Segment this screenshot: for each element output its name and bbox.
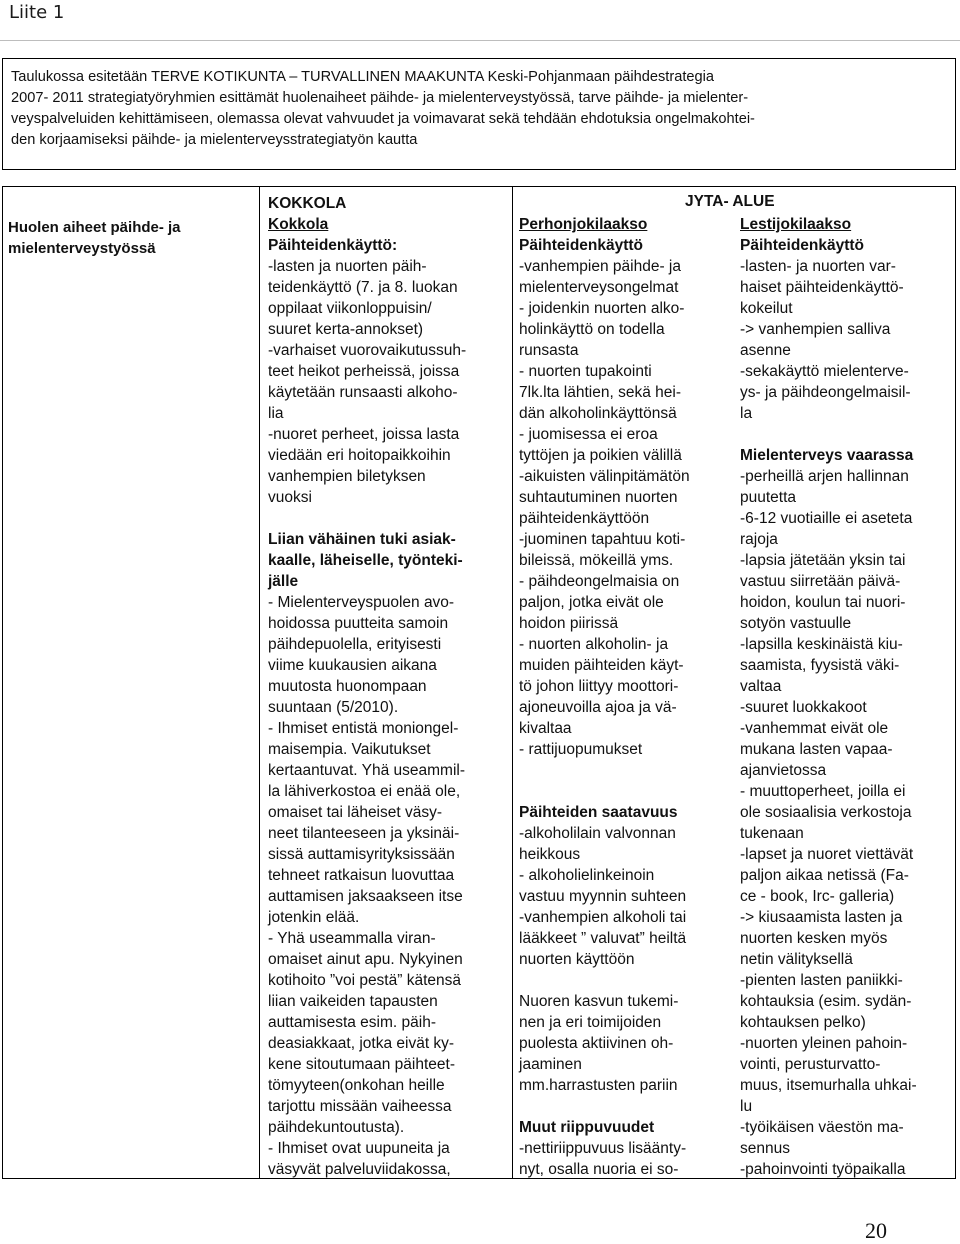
perhonjokilaakso-line: tyttöjen ja poikien välillä: [519, 447, 682, 464]
kokkola-line: käytetään runsaasti alkoho-: [268, 384, 458, 401]
kokkola-line: kertaantuvat. Yhä useammil-: [268, 762, 466, 779]
lestijokilaakso-line: rajoja: [740, 531, 778, 548]
perhonjokilaakso-line: holinkäyttö on todella: [519, 321, 665, 338]
lestijokilaakso-line: - muuttoperheet, joilla ei: [740, 783, 906, 800]
kokkola-line: -lasten ja nuorten päih-: [268, 258, 427, 275]
lestijokilaakso-line: paljon aikaa netissä (Fa-: [740, 867, 909, 884]
kokkola-line: vuoksi: [268, 489, 312, 506]
kokkola-line: hoidossa puutteita samoin: [268, 615, 449, 632]
lestijokilaakso-column: [740, 214, 917, 1180]
lestijokilaakso-line: ajanvietossa: [740, 762, 827, 779]
perhonjokilaakso-line: - juomisessa ei eroa: [519, 426, 658, 443]
kokkola-line: viime kuukausien aikana: [268, 657, 437, 674]
lestijokilaakso-line: ce - book, Irc- galleria): [740, 888, 895, 905]
kokkola-line: muutosta huonompaan: [268, 678, 427, 695]
lestijokilaakso-line: la: [740, 405, 753, 422]
kokkola-line: - Yhä useammalla viran-: [268, 930, 436, 947]
lestijokilaakso-line: -työikäisen väestön ma-: [740, 1119, 904, 1136]
intro-box: [2, 58, 956, 170]
intro-line: den korjaamiseksi päihde- ja mielenterveysstrategiatyön kautta: [11, 132, 418, 148]
perhonjokilaakso-line: [519, 781, 690, 802]
kokkola-line: deasiakkaat, jotka eivät ky-: [268, 1035, 455, 1052]
perhonjokilaakso-line: nuorten käyttöön: [519, 951, 635, 968]
lestijokilaakso-line: ys- ja päihdeongelmaisil-: [740, 384, 911, 401]
lestijokilaakso-line: -pienten lasten paniikki-: [740, 972, 903, 989]
lestijokilaakso-line: ole sosiaalisia verkostoja: [740, 804, 912, 821]
kokkola-line: kotihoito ”voi pestä” kätensä: [268, 972, 461, 989]
perhonjokilaakso-line: tö johon liittyy moottori-: [519, 678, 679, 695]
lestijokilaakso-line: -6-12 vuotiaille ei aseteta: [740, 510, 913, 527]
lestijokilaakso-line: haiset päihteidenkäyttö-: [740, 279, 904, 296]
perhonjokilaakso-line: [519, 970, 690, 991]
perhonjokilaakso-line: bileissä, mökeillä yms.: [519, 552, 674, 569]
kokkola-line: sissä auttamisyrityksissään: [268, 846, 455, 863]
kokkola-line: tehneet ratkaisun luovuttaa: [268, 867, 455, 884]
perhonjokilaakso-line: [519, 760, 690, 781]
perhonjokilaakso-line: vastuu myynnin suhteen: [519, 888, 687, 905]
appendix-label: Liite 1: [9, 2, 65, 23]
kokkola-line: jälle: [268, 573, 299, 590]
kokkola-line: -nuoret perheet, joissa lasta: [268, 426, 460, 443]
lestijokilaakso-line: -> vanhempien salliva: [740, 321, 891, 338]
perhonjokilaakso-line: - nuorten tupakointi: [519, 363, 652, 380]
kokkola-line: Päihteidenkäyttö:: [268, 237, 398, 254]
perhonjokilaakso-line: ajoneuvoilla ajoa ja vä-: [519, 699, 677, 716]
kokkola-line: omaiset ainut apu. Nykyinen: [268, 951, 463, 968]
lestijokilaakso-line: mukana lasten vapaa-: [740, 741, 893, 758]
perhonjokilaakso-line: jaaminen: [519, 1056, 582, 1073]
kokkola-line: teidenkäyttö (7. ja 8. luokan: [268, 279, 458, 296]
kokkola-line: la lähiverkostoa ei enää ole,: [268, 783, 461, 800]
perhonjokilaakso-line: - rattijuopumukset: [519, 741, 643, 758]
perhonjokilaakso-line: -vanhempien päihde- ja: [519, 258, 681, 275]
lestijokilaakso-line: asenne: [740, 342, 791, 359]
perhonjokilaakso-line: dän alkoholinkäyttönsä: [519, 405, 677, 422]
lestijokilaakso-line: -lasten- ja nuorten var-: [740, 258, 896, 275]
lestijokilaakso-line: vastuu siirretään päivä-: [740, 573, 901, 590]
lestijokilaakso-line: hoidon, koulun tai nuori-: [740, 594, 906, 611]
lestijokilaakso-line: puutetta: [740, 489, 797, 506]
kokkola-line: auttamisesta esim. päih-: [268, 1014, 436, 1031]
perhonjokilaakso-line: -nettiriippuvuus lisäänty-: [519, 1140, 687, 1157]
lestijokilaakso-line: [740, 424, 917, 445]
perhonjokilaakso-line: Perhonjokilaakso: [519, 216, 648, 233]
perhonjokilaakso-line: mielenterveysongelmat: [519, 279, 679, 296]
perhonjokilaakso-line: puolesta aktiivinen oh-: [519, 1035, 674, 1052]
perhonjokilaakso-line: paljon, jotka eivät ole: [519, 594, 664, 611]
page-number: 20: [865, 1218, 887, 1243]
intro-line: Taulukossa esitetään TERVE KOTIKUNTA – TURVALLINEN MAAKUNTA Keski-Pohjanmaan päihdestrategia: [11, 69, 714, 85]
perhonjokilaakso-line: Päihteidenkäyttö: [519, 237, 644, 254]
lestijokilaakso-line: muus, itsemurhalla uhkai-: [740, 1077, 917, 1094]
lestijokilaakso-line: valtaa: [740, 678, 782, 695]
perhonjokilaakso-line: nyt, osalla nuoria ei so-: [519, 1161, 679, 1178]
lestijokilaakso-line: -vanhemmat eivät ole: [740, 720, 889, 737]
kokkola-line: päihdekuntoutusta).: [268, 1119, 405, 1136]
perhonjokilaakso-line: - joidenkin nuorten alko-: [519, 300, 685, 317]
perhonjokilaakso-line: -alkoholilain valvonnan: [519, 825, 676, 842]
lestijokilaakso-line: Mielenterveys vaarassa: [740, 447, 914, 464]
kokkola-line: Kokkola: [268, 216, 329, 233]
kokkola-line: suuret kerta-annokset): [268, 321, 424, 338]
lestijokilaakso-lines: [740, 214, 917, 1180]
kokkola-line: maisempia. Vaikutukset: [268, 741, 431, 758]
perhonjokilaakso-line: Muut riippuvuudet: [519, 1119, 655, 1136]
kokkola-line: kene sitoutumaan päihteet-: [268, 1056, 455, 1073]
intro-line: veyspalveluiden kehittämiseen, olemassa olevat vahvuudet ja voimavarat sekä tehdään ehdotuksia ongelmakohtei-: [11, 111, 755, 127]
kokkola-line: teet heikot perheissä, joissa: [268, 363, 460, 380]
kokkola-line: tarjottu missään vaiheessa: [268, 1098, 452, 1115]
perhonjokilaakso-line: suhtautuminen nuorten: [519, 489, 678, 506]
perhonjokilaakso-line: lääkkeet ” valuvat” heiltä: [519, 930, 687, 947]
perhonjokilaakso-line: -juominen tapahtuu koti-: [519, 531, 686, 548]
kokkola-line: - Ihmiset ovat uupuneita ja: [268, 1140, 450, 1157]
perhonjokilaakso-line: - nuorten alkoholin- ja: [519, 636, 669, 653]
perhonjokilaakso-line: hoidon piirissä: [519, 615, 619, 632]
perhonjokilaakso-line: heikkous: [519, 846, 581, 863]
kokkola-line: viedään eri hoitopaikkoihin: [268, 447, 451, 464]
kokkola-column: [268, 193, 466, 1180]
perhonjokilaakso-line: - alkoholielinkeinoin: [519, 867, 655, 884]
lestijokilaakso-line: -pahoinvointi työpaikalla: [740, 1161, 906, 1178]
column-divider: [259, 186, 260, 1179]
perhonjokilaakso-line: -vanhempien alkoholi tai: [519, 909, 687, 926]
lestijokilaakso-line: nuorten kesken myös: [740, 930, 888, 947]
lestijokilaakso-line: kohtauksen pelko): [740, 1014, 866, 1031]
perhonjokilaakso-column: [519, 214, 690, 1180]
kokkola-line: päihdepuolella, erityisesti: [268, 636, 442, 653]
kokkola-line: lia: [268, 405, 284, 422]
kokkola-line: auttamisen jaksaakseen itse: [268, 888, 463, 905]
perhonjokilaakso-line: mm.harrastusten pariin: [519, 1077, 678, 1094]
perhonjokilaakso-line: Nuoren kasvun tukemi-: [519, 993, 679, 1010]
lestijokilaakso-line: -nuorten yleinen pahoin-: [740, 1035, 908, 1052]
kokkola-line: - Ihmiset entistä moniongel-: [268, 720, 459, 737]
lestijokilaakso-line: tukenaan: [740, 825, 804, 842]
lestijokilaakso-line: Päihteidenkäyttö: [740, 237, 865, 254]
lestijokilaakso-line: vointi, perusturvatto-: [740, 1056, 881, 1073]
kokkola-lines: [268, 214, 466, 1180]
perhonjokilaakso-line: -aikuisten välinpitämätön: [519, 468, 690, 485]
row-header-line: Huolen aiheet päihde- ja: [8, 219, 181, 236]
kokkola-line: liian vaikeiden tapausten: [268, 993, 438, 1010]
lestijokilaakso-line: netin välityksellä: [740, 951, 853, 968]
perhonjokilaakso-lines: [519, 214, 690, 1180]
kokkola-line: tömyyteen(onkohan heille: [268, 1077, 445, 1094]
lestijokilaakso-line: -suuret luokkakoot: [740, 699, 867, 716]
lestijokilaakso-line: -lapsilla keskinäistä kiu-: [740, 636, 903, 653]
lestijokilaakso-line: -> kiusaamista lasten ja: [740, 909, 903, 926]
lestijokilaakso-line: kokeilut: [740, 300, 793, 317]
perhonjokilaakso-line: 7lk.lta lähtien, sekä hei-: [519, 384, 681, 401]
lestijokilaakso-line: Lestijokilaakso: [740, 216, 852, 233]
row-header-line: mielenterveystyössä: [8, 240, 156, 257]
perhonjokilaakso-line: kivaltaa: [519, 720, 572, 737]
lestijokilaakso-line: lu: [740, 1098, 753, 1115]
kokkola-line: oppilaat viikonloppuisin/: [268, 300, 432, 317]
lestijokilaakso-line: kohtauksia (esim. sydän-: [740, 993, 912, 1010]
lestijokilaakso-line: -perheillä arjen hallinnan: [740, 468, 909, 485]
lestijokilaakso-line: sotyön vastuulle: [740, 615, 852, 632]
kokkola-line: jotenkin elää.: [268, 909, 360, 926]
lestijokilaakso-line: sennus: [740, 1140, 790, 1157]
kokkola-line: [268, 508, 466, 529]
kokkola-line: omaiset tai läheiset väsy-: [268, 804, 443, 821]
kokkola-line: suuntaan (5/2010).: [268, 699, 399, 716]
kokkola-line: -varhaiset vuorovaikutussuh-: [268, 342, 467, 359]
lestijokilaakso-line: -lapsia jätetään yksin tai: [740, 552, 906, 569]
lestijokilaakso-line: -lapset ja nuoret viettävät: [740, 846, 914, 863]
region-header: JYTA- ALUE: [685, 193, 775, 210]
kokkola-line: vanhempien biletyksen: [268, 468, 426, 485]
perhonjokilaakso-line: - päihdeongelmaisia on: [519, 573, 680, 590]
header-divider: [0, 40, 960, 41]
perhonjokilaakso-line: muiden päihteiden käyt-: [519, 657, 684, 674]
perhonjokilaakso-line: runsasta: [519, 342, 579, 359]
perhonjokilaakso-line: nen ja eri toimijoiden: [519, 1014, 662, 1031]
column-divider: [512, 186, 513, 1179]
lestijokilaakso-line: -sekakäyttö mielenterve-: [740, 363, 909, 380]
lestijokilaakso-line: saamista, fyysistä väki-: [740, 657, 900, 674]
perhonjokilaakso-line: päihteidenkäyttöön: [519, 510, 650, 527]
kokkola-line: kaalle, läheiselle, työnteki-: [268, 552, 463, 569]
row-header-cell: [8, 217, 181, 259]
kokkola-line: Liian vähäinen tuki asiak-: [268, 531, 456, 548]
perhonjokilaakso-line: [519, 1096, 690, 1117]
kokkola-line: neet tilanteeseen ja yksinäi-: [268, 825, 460, 842]
kokkola-line: - Mielenterveyspuolen avo-: [268, 594, 455, 611]
perhonjokilaakso-line: Päihteiden saatavuus: [519, 804, 678, 821]
kokkola-heading: KOKKOLA: [268, 195, 347, 212]
intro-line: 2007- 2011 strategiatyöryhmien esittämät huolenaiheet päihde- ja mielenterveystyössä, tarve päihde- ja mielenter-: [11, 90, 749, 106]
kokkola-line: väsyvät palveluviidakossa,: [268, 1161, 451, 1178]
